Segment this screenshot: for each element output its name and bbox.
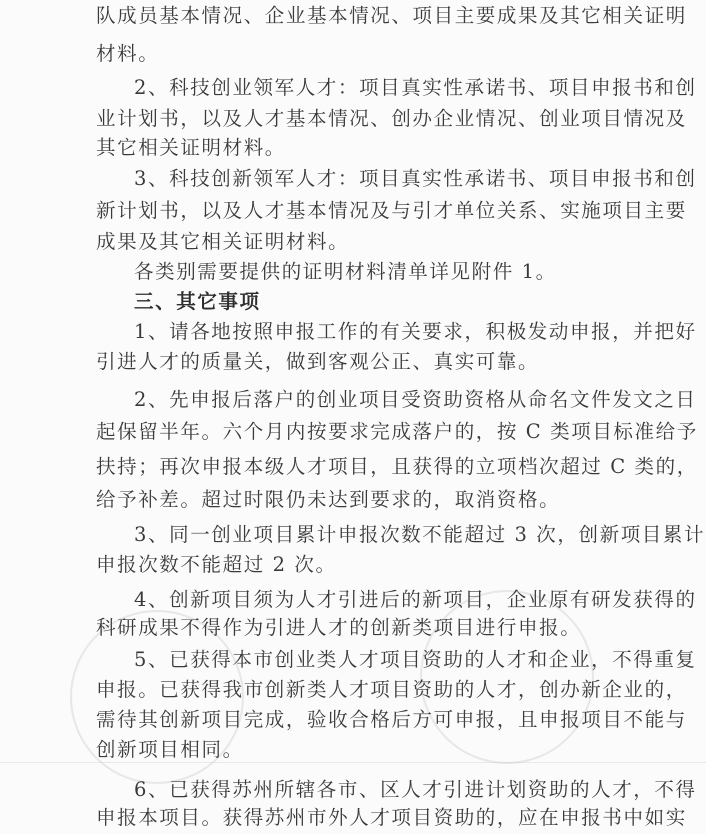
text-line: 申报次数不能超过 2 次。 (96, 553, 337, 576)
text-line: 起保留半年。六个月内按要求完成落户的，按 C 类项目标准给予 (96, 420, 698, 443)
text-line: 扶持；再次申报本级人才项目，且获得的立项档次超过 C 类的， (96, 455, 698, 478)
text-line: 成果及其它相关证明材料。 (96, 230, 350, 253)
text-line: 引进人才的质量关，做到客观公正、真实可靠。 (96, 350, 540, 373)
section-heading: 三、其它事项 (134, 290, 261, 313)
text-line: 新计划书，以及人才基本情况及与引才单位关系、实施项目主要 (96, 199, 687, 222)
list-item-2-line: 2、科技创业领军人才：项目真实性承诺书、项目申报书和创 (134, 76, 697, 99)
text-line: 科研成果不得作为引进人才的创新类项目进行申报。 (96, 616, 582, 639)
item-1-line: 1、请各地按照申报工作的有关要求，积极发动申报，并把好 (134, 320, 697, 343)
text-line: 材料。 (96, 42, 160, 65)
text-line: 需待其创新项目完成，验收合格后方可申报，且申报项目不能与 (96, 708, 687, 731)
text-line: 业计划书，以及人才基本情况、创办企业情况、创业项目情况及 (96, 107, 687, 130)
item-5-line: 5、已获得本市创业类人才项目资助的人才和企业，不得重复 (134, 648, 697, 671)
text-line: 队成员基本情况、企业基本情况、项目主要成果及其它相关证明 (96, 4, 687, 27)
item-2-line: 2、先申报后落户的创业项目受资助资格从命名文件发文之日 (134, 388, 697, 411)
item-4-line: 4、创新项目须为人才引进后的新项目，企业原有研发获得的 (134, 588, 697, 611)
item-3-line: 3、同一创业项目累计申报次数不能超过 3 次，创新项目累计 (134, 523, 706, 546)
list-item-3-line: 3、科技创新领军人才：项目真实性承诺书、项目申报书和创 (134, 167, 697, 190)
text-line: 给予补差。超过时限仍未达到要求的，取消资格。 (96, 488, 561, 511)
text-line: 创新项目相同。 (96, 738, 244, 761)
text-line: 其它相关证明材料。 (96, 136, 286, 159)
text-line: 申报。已获得我市创新类人才项目资助的人才，创办新企业的， (96, 678, 687, 701)
item-6-line: 6、已获得苏州所辖各市、区人才引进计划资助的人才，不得 (134, 778, 697, 801)
attachment-note: 各类别需要提供的证明材料清单详见附件 1。 (134, 260, 557, 283)
scan-fold-line (0, 762, 706, 763)
text-line: 申报本项目。获得苏州市外人才项目资助的，应在申报书中如实 (96, 806, 687, 829)
